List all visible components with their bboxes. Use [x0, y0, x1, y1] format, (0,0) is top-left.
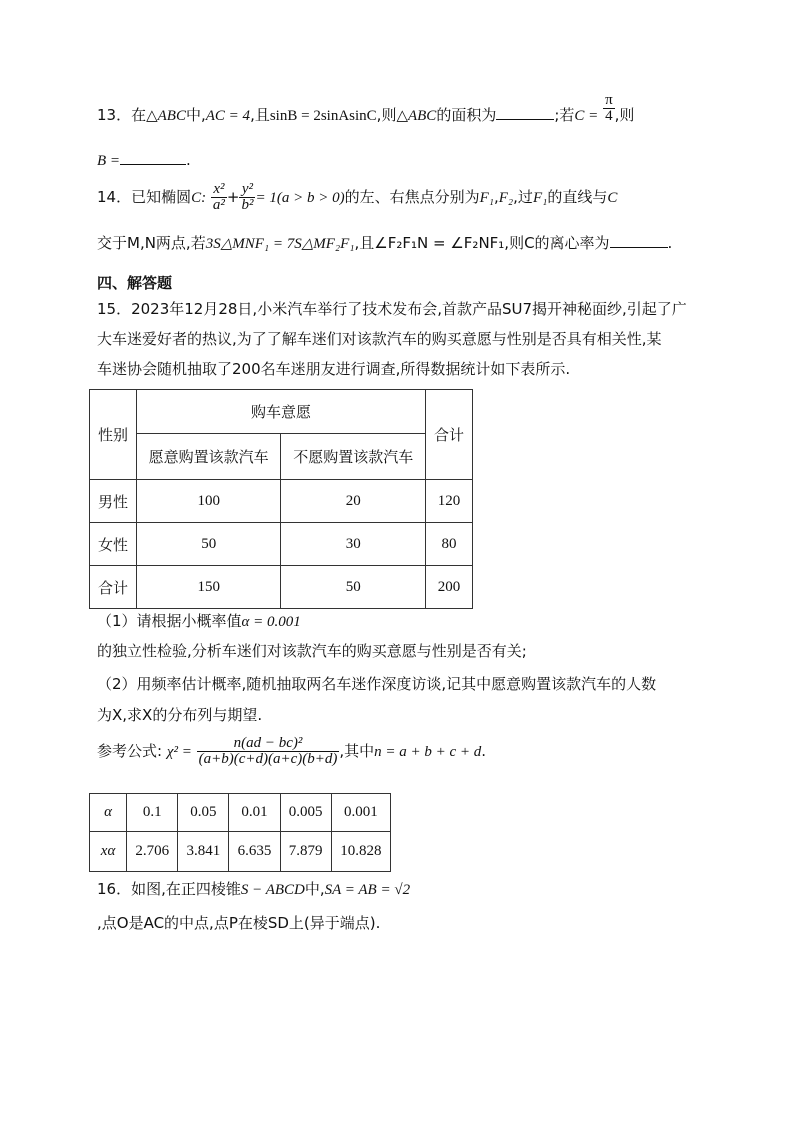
q13-answer-blank-2[interactable]: [120, 150, 186, 165]
header-total: 合计: [426, 390, 473, 480]
q13-ac: AC = 4: [205, 108, 251, 124]
table-row: 合计 150 50 200: [90, 566, 473, 609]
q13-sin-relation: sinB = 2sinAsinC: [269, 108, 377, 124]
q16-equation: SA = AB = √2: [324, 882, 411, 898]
q15-line2: 大车迷爱好者的热议,为了了解车迷们对该款汽车的购买意愿与性别是否具有相关性,某: [97, 330, 662, 348]
q14-answer-blank[interactable]: [610, 233, 668, 248]
q15-sub2-cont: 为X,求X的分布列与期望.: [97, 706, 263, 724]
q14-frac-y: $\frac{\text{y²}}{\text{b²}}$: [241, 181, 254, 213]
critical-value-table: [89, 793, 391, 872]
chi-square-fraction: $\frac{\text{n(ad − bc)²}}{(a+b)(c+d)(a+c)(b+d)}$: [198, 735, 338, 767]
question-16: 16．如图,在正四棱锥S − ABCD中,SA = AB = √2: [97, 880, 411, 898]
question-16-line2: ,点O是AC的中点,点P在棱SD上(异于端点).: [97, 914, 381, 932]
header-gender: 性别: [90, 390, 137, 480]
question-13-line2: B = .: [97, 151, 191, 169]
question-14-line2: 交于M,N两点,若3S△MNF₁ = 7S△MF₂F₁,且∠F₂F₁N = ∠F₂NF₁,则C的离心率为 .: [97, 234, 673, 252]
q13-text: 在△: [131, 106, 158, 124]
q13-number: 13．: [97, 106, 132, 124]
q14-area-equation: 3S△MNF₁ = 7S△MF₂F₁: [205, 236, 355, 252]
table-row: xα 2.706 3.841 6.635 7.879 10.828: [90, 832, 391, 872]
survey-table: [89, 389, 473, 609]
q15-sub1-cont: 的独立性检验,分析车迷们对该款汽车的购买意愿与性别是否有关;: [97, 642, 527, 660]
q14-frac-x: $\frac{\text{x²}}{\text{a²}}$: [212, 181, 225, 213]
q15-line1: 15．2023年12月28日,小米汽车举行了技术发布会,首款产品SU7揭开神秘面纱,引起了广: [97, 300, 687, 318]
header-willing: 愿意购置该款汽车: [136, 434, 281, 480]
section-heading: 四、解答题: [97, 274, 173, 292]
q15-sub2: （2）用频率估计概率,随机抽取两名车迷作深度访谈,记其中愿意购置该款汽车的人数: [97, 675, 657, 693]
q14-number: 14．: [97, 188, 132, 206]
reference-formula: 参考公式: χ² = $\frac{\text{n(ad − bc)²}}{(a+b)(c+d)(a+c)(b+d)}$ ,其中n = a + b + c + d.: [97, 735, 487, 767]
q15-sub1: （1）请根据小概率值α = 0.001: [97, 612, 301, 630]
header-unwilling: 不愿购置该款汽车: [281, 434, 426, 480]
q15-line3: 车迷协会随机抽取了200名车迷朋友进行调查,所得数据统计如下表所示.: [97, 360, 571, 378]
q13-pi-over-4: $\frac{\pi}{4}$: [605, 92, 613, 124]
question-14: 14．已知椭圆C: $\frac{\text{x²}}{\text{a²}}$ + $\frac{\text{y²}}{\text{b²}}$ = 1(a > b > 0)的左、右焦点分别为F₁,F₂,过F₁的直线与C: [97, 181, 618, 213]
q13-answer-blank-1[interactable]: [496, 105, 554, 120]
table-row: 女性 50 30 80: [90, 523, 473, 566]
table-row: α 0.1 0.05 0.01 0.005 0.001: [90, 794, 391, 832]
question-13: 13．在△ABC中,AC = 4,且sinB = 2sinAsinC,则△ABC的面积为 ;若C = $\frac{\pi}{4}$ ,则: [97, 92, 635, 124]
table-row: 男性 100 20 120: [90, 480, 473, 523]
header-intent: 购车意愿: [136, 390, 425, 434]
